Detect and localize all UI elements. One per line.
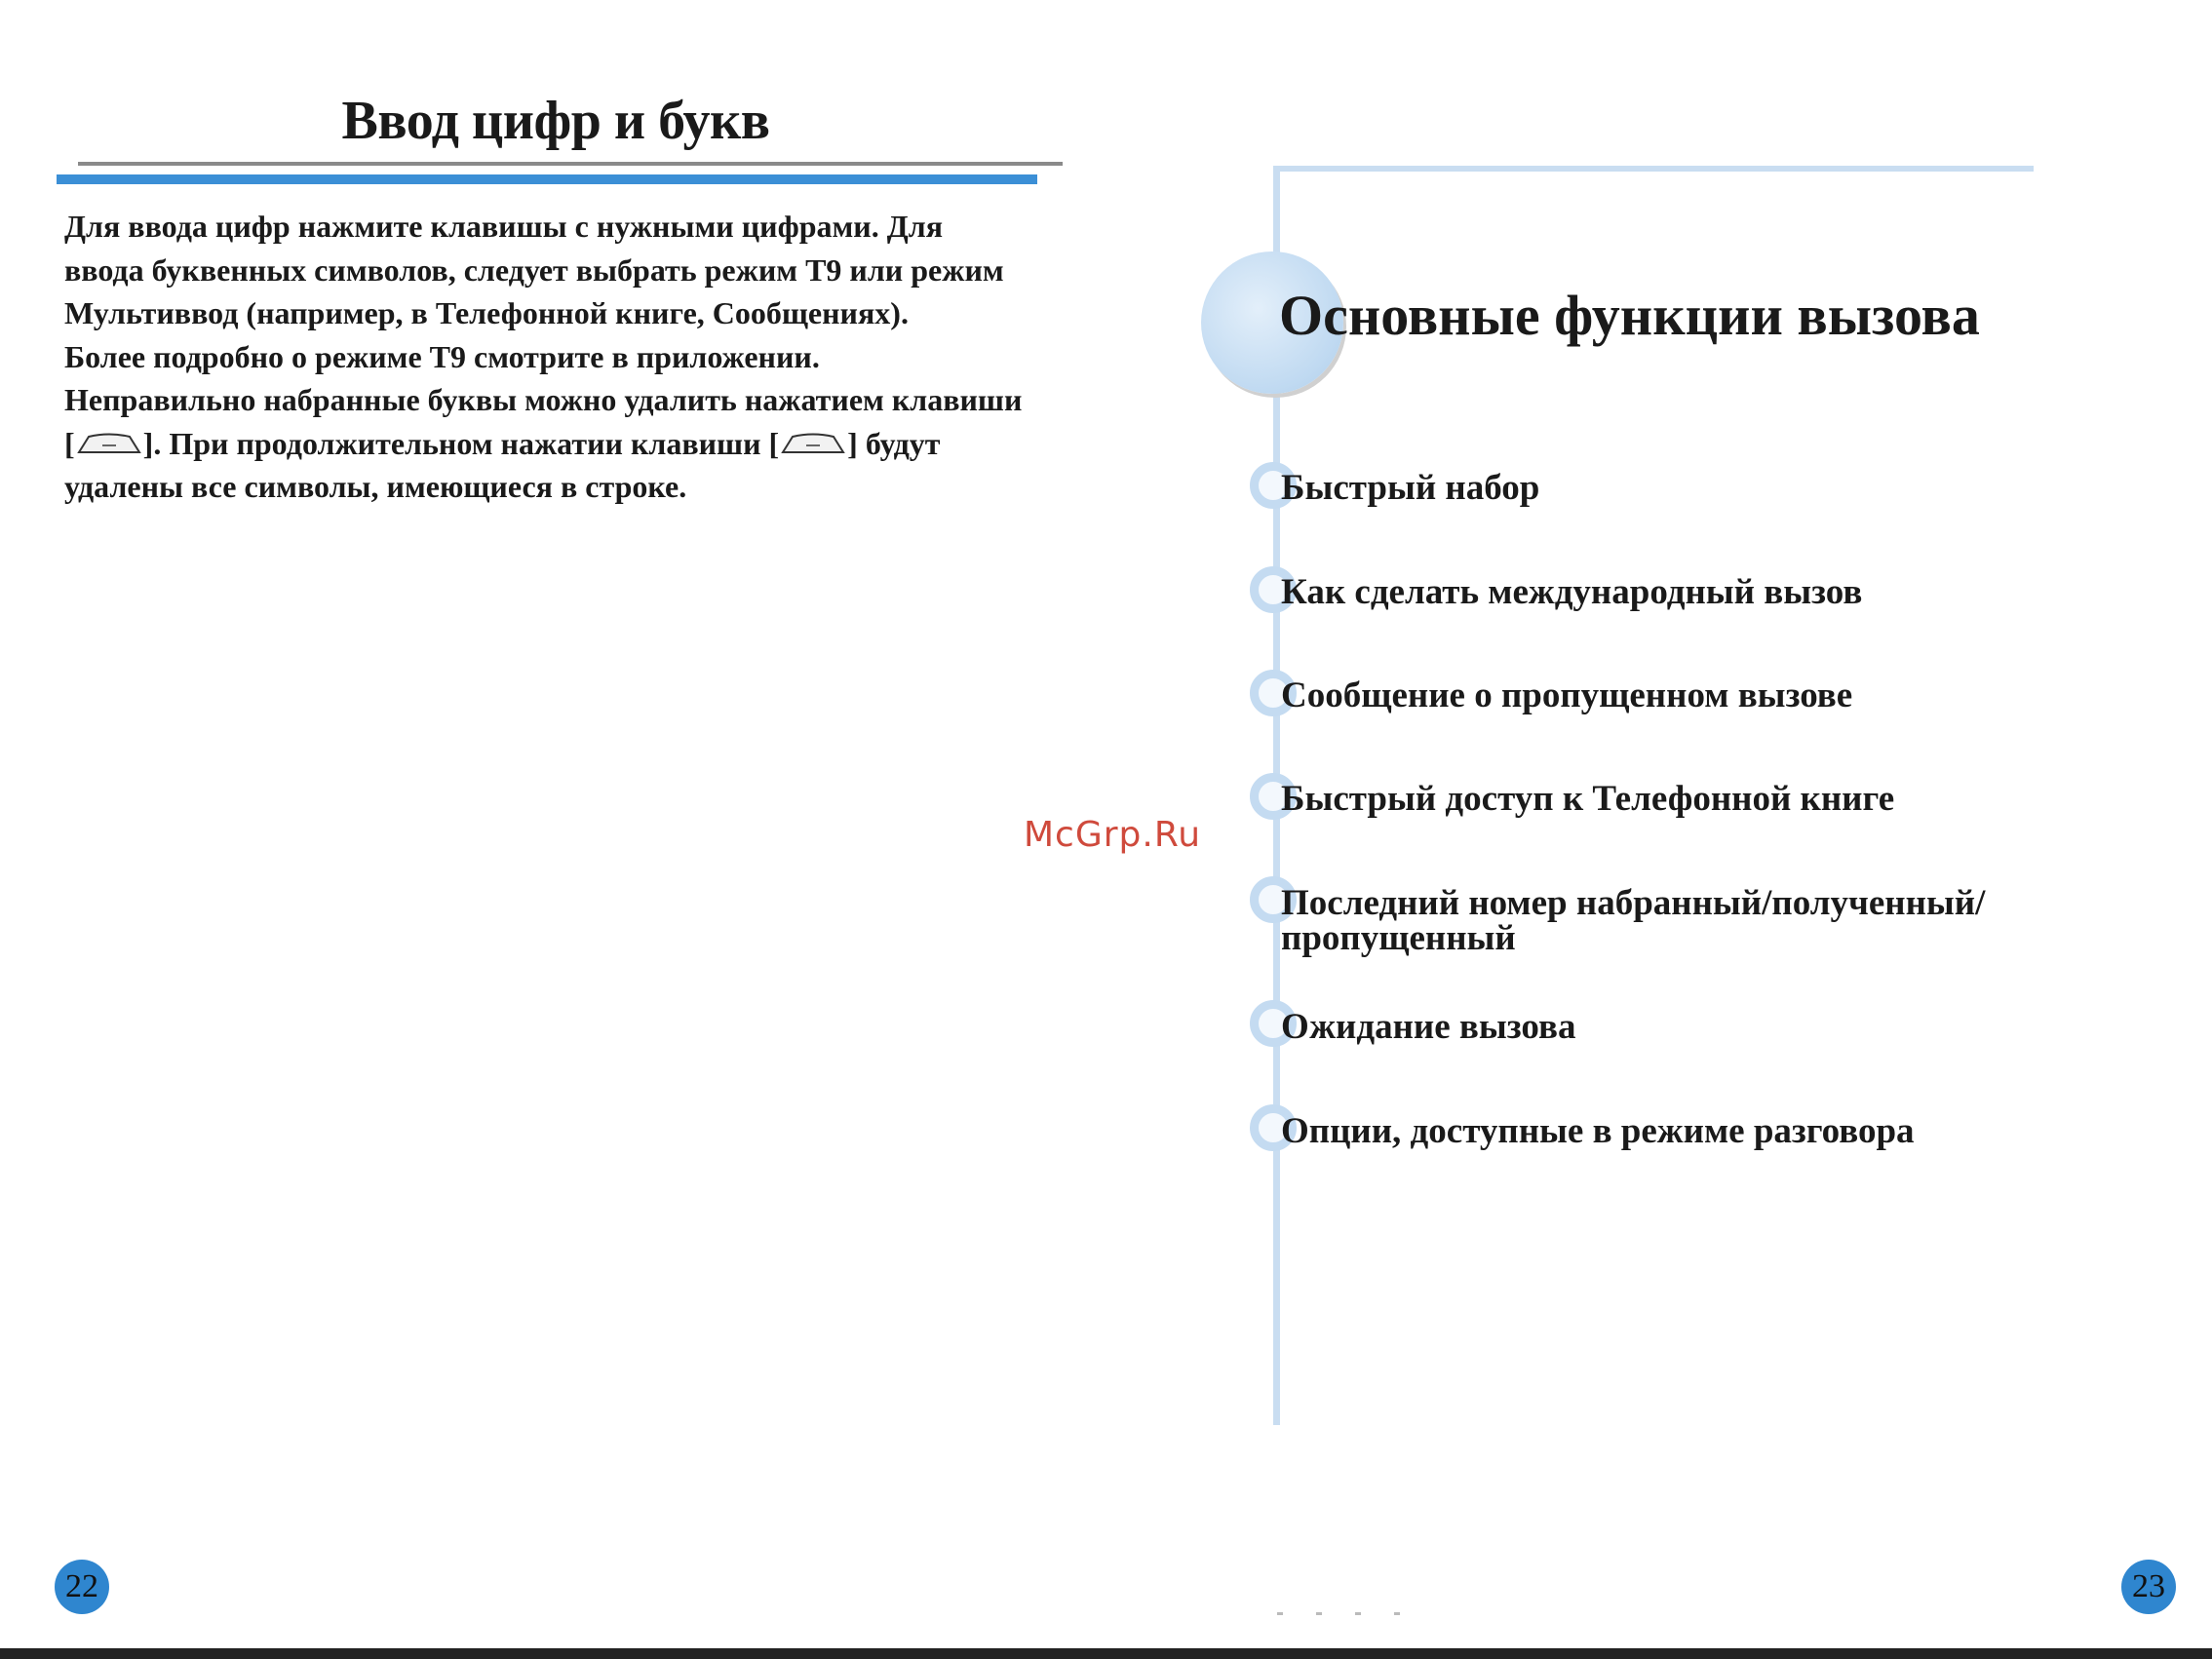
body-line: Более подробно о режиме Т9 смотрите в приложении. <box>64 338 820 374</box>
menu-item: Опции, доступные в режиме разговора <box>1281 1111 1915 1151</box>
menu-item: Ожидание вызова <box>1281 1007 1576 1047</box>
page-number-right: 23 <box>2121 1560 2176 1614</box>
clear-key-icon <box>75 433 143 454</box>
clear-key-icon <box>779 433 847 454</box>
menu-item: Быстрый доступ к Телефонной книге <box>1281 779 1895 819</box>
body-line-text: ]. При продолжительном нажатии клавиши [ <box>142 425 780 461</box>
footer-dots <box>1277 1612 1433 1615</box>
right-page-title: Основные функции вызова <box>1279 284 1980 347</box>
body-line-text: ] будут <box>847 425 941 461</box>
body-line: Неправильно набранные буквы можно удалить нажатием клавиши <box>64 382 1023 417</box>
bracket-open: [ <box>64 425 75 461</box>
bottom-border <box>0 1648 2212 1659</box>
body-line: ввода буквенных символов, следует выбрать режим Т9 или режим <box>64 251 1004 288</box>
left-page-body <box>64 205 1068 509</box>
page-number-left: 22 <box>55 1560 109 1614</box>
menu-item: Как сделать международный вызов <box>1281 572 1863 612</box>
menu-item: Последний номер набранный/полученный/ пропущенный <box>1281 883 1986 958</box>
title-divider-blue <box>57 174 1037 184</box>
body-line <box>64 422 1068 466</box>
watermark: McGrp.Ru <box>1024 815 1202 855</box>
body-line: удалены все символы, имеющиеся в строке. <box>64 469 687 504</box>
title-divider-gray <box>78 162 1063 166</box>
frame-top-line <box>1273 166 2034 172</box>
body-line: Мультиввод (например, в Телефонной книге, Сообщениях). <box>64 295 909 330</box>
menu-item: Быстрый набор <box>1281 468 1540 508</box>
menu-item: Сообщение о пропущенном вызове <box>1281 675 1853 715</box>
left-page-title: Ввод цифр и букв <box>341 91 770 151</box>
body-line: Для ввода цифр нажмите клавишы с нужными цифрами. Для <box>64 209 944 244</box>
